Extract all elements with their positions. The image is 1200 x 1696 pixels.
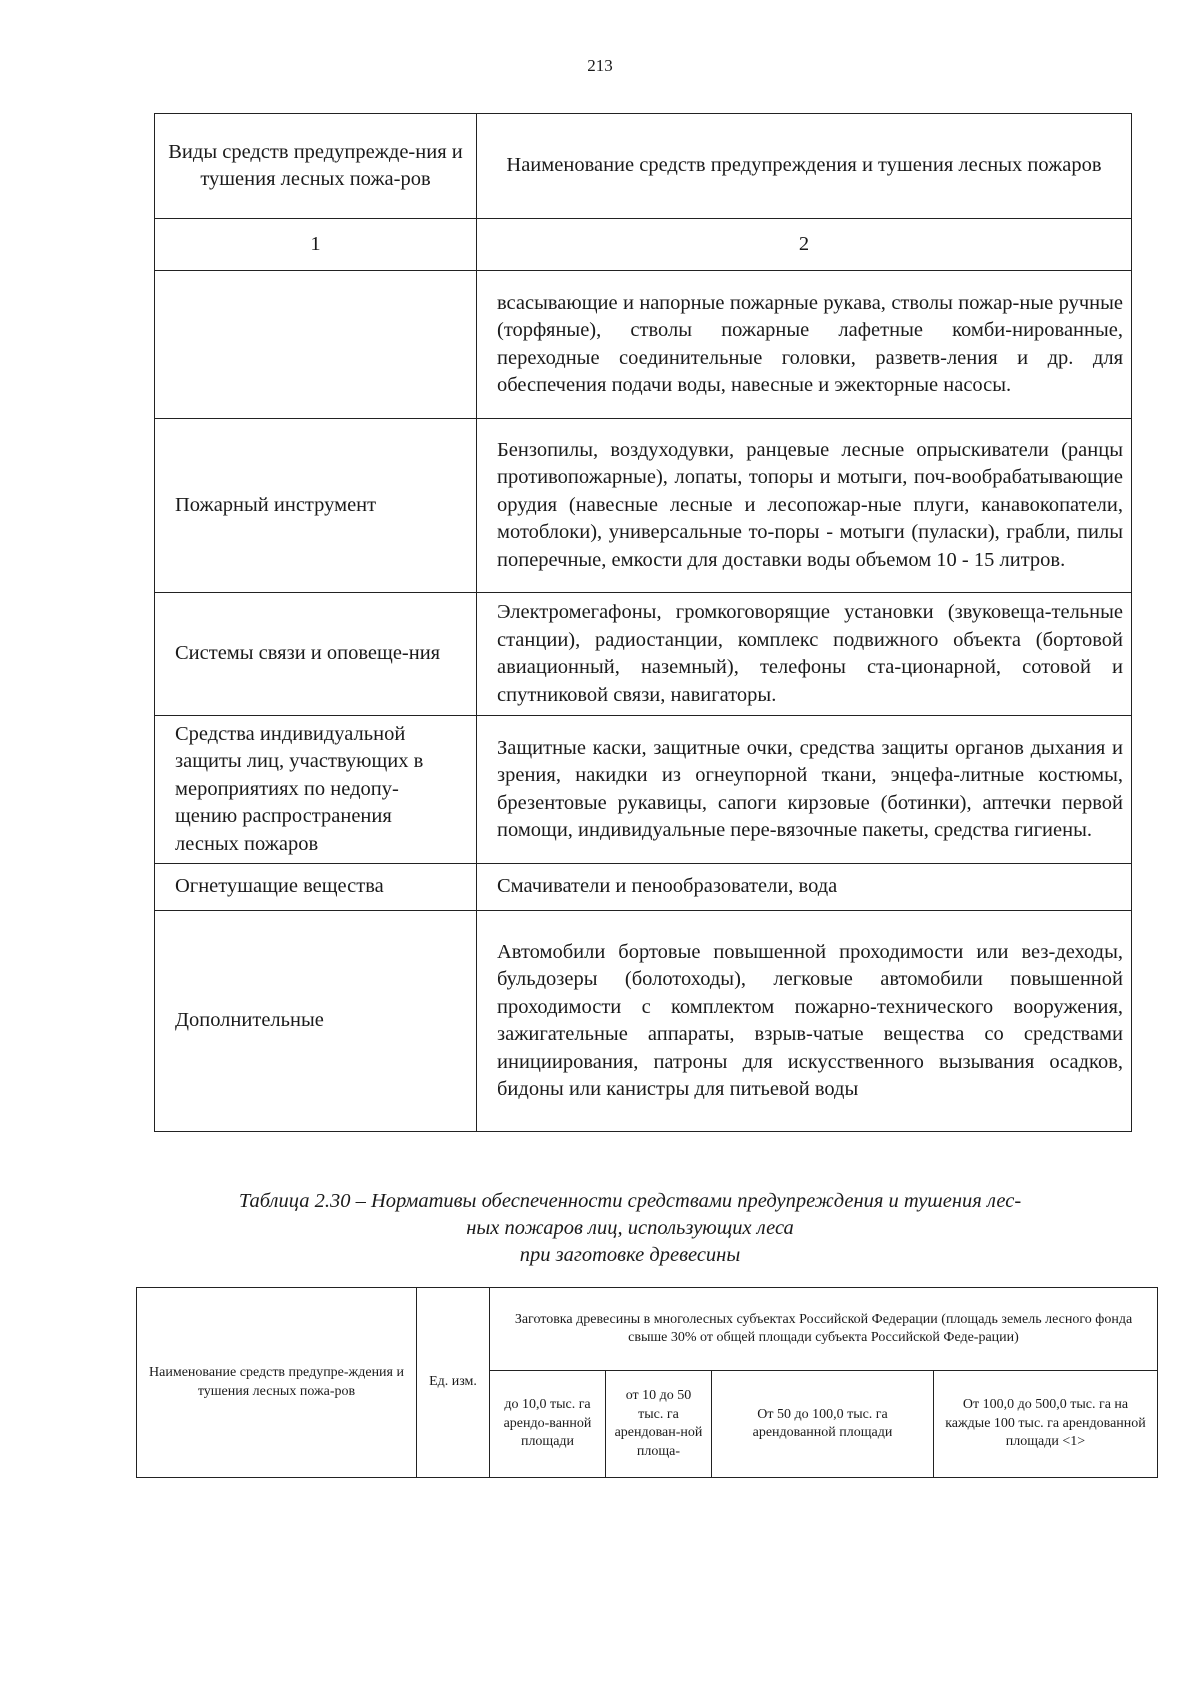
supply-norms-table	[136, 1287, 1158, 1478]
table-header-row	[137, 1288, 1158, 1371]
row-kind-cell: Пожарный инструмент	[155, 419, 477, 593]
subheader-cell: От 100,0 до 500,0 тыс. га на каждые 100 тыс. га арендованной площади <1>	[934, 1371, 1158, 1478]
header-cell-kind: Виды средств предупрежде-ния и тушения лесных пожа-ров	[155, 114, 477, 219]
table-row	[155, 864, 1132, 911]
row-items-cell: Автомобили бортовые повышенной проходимости или вез-деходы, бульдозеры (болотоходы), легковые автомобили повышенной проходимости с комплектом пожарно-технического вооружения, зажигательные аппараты, взрыв-чатые вещества со средствами инициирования, патроны для искусственного вызывания осадков, бидоны или канистры для питьевой воды	[477, 911, 1132, 1132]
row-kind-cell: Системы связи и оповеще-ния	[155, 593, 477, 716]
caption-line: ных пожаров лиц, использующих леса	[466, 1217, 794, 1239]
table-caption	[150, 1188, 1110, 1269]
table-row	[155, 911, 1132, 1132]
row-kind-cell: Дополнительные	[155, 911, 477, 1132]
subheader-cell: От 50 до 100,0 тыс. га арендованной площади	[712, 1371, 934, 1478]
row-items-cell: Защитные каски, защитные очки, средства защиты органов дыхания и зрения, накидки из огнеупорной ткани, энцефа-литные костюмы, брезентовые рукавицы, сапоги кирзовые (ботинки), аптечки первой помощи, индивидуальные пере-вязочные пакеты, средства гигиены.	[477, 716, 1132, 864]
header-cell-name: Наименование средств предупреждения и тушения лесных пожаров	[477, 114, 1132, 219]
row-kind-cell: Огнетушащие вещества	[155, 864, 477, 911]
subheader-cell: от 10 до 50 тыс. га арендован-ной площа-	[606, 1371, 712, 1478]
column-number: 1	[155, 219, 477, 271]
row-items-cell: всасывающие и напорные пожарные рукава, стволы пожар-ные ручные (торфяные), стволы пожарные лафетные комби-нированные, переходные соединительные головки, разветв-ления и др. для обеспечения подачи воды, навесные и эжекторные насосы.	[477, 271, 1132, 419]
row-items-cell: Смачиватели и пенообразователи, вода	[477, 864, 1132, 911]
column-number: 2	[477, 219, 1132, 271]
column-number-row	[155, 219, 1132, 271]
header-cell-unit: Ед. изм.	[417, 1288, 490, 1478]
table-header-row	[155, 114, 1132, 219]
table-row	[155, 419, 1132, 593]
page-number: 213	[587, 56, 613, 75]
row-items-cell: Бензопилы, воздуходувки, ранцевые лесные опрыскиватели (ранцы противопожарные), лопаты, топоры и мотыги, поч-вообрабатывающие орудия (навесные лесные и лесопожар-ные плуги, канавокопатели, мотоблоки), универсальные то-поры - мотыги (пуласки), грабли, пилы поперечные, емкости для доставки воды объемом 10 - 15 литров.	[477, 419, 1132, 593]
subheader-cell: до 10,0 тыс. га арендо-ванной площади	[490, 1371, 606, 1478]
header-cell-group: Заготовка древесины в многолесных субъектах Российской Федерации (площадь земель лесного фонда свыше 30% от общей площади субъекта Российской Феде-рации)	[490, 1288, 1158, 1371]
header-cell-name: Наименование средств предупре-ждения и тушения лесных пожа-ров	[137, 1288, 417, 1478]
row-kind-cell: Средства индивидуальной защиты лиц, участвующих в мероприятиях по недопу-щению распространения лесных пожаров	[155, 716, 477, 864]
row-items-cell: Электромегафоны, громкоговорящие установки (звуковеща-тельные станции), радиостанции, комплекс подвижного объекта (бортовой авиационный, наземный), телефоны ста-ционарной, сотовой и спутниковой связи, навигаторы.	[477, 593, 1132, 716]
table-row	[155, 271, 1132, 419]
caption-line: Таблица 2.30 – Нормативы обеспеченности средствами предупреждения и тушения лес-	[238, 1190, 1022, 1212]
row-kind-cell	[155, 271, 477, 419]
table-row	[155, 716, 1132, 864]
equipment-types-table	[154, 113, 1132, 1132]
caption-line: при заготовке древесины	[519, 1244, 741, 1266]
table-row	[155, 593, 1132, 716]
